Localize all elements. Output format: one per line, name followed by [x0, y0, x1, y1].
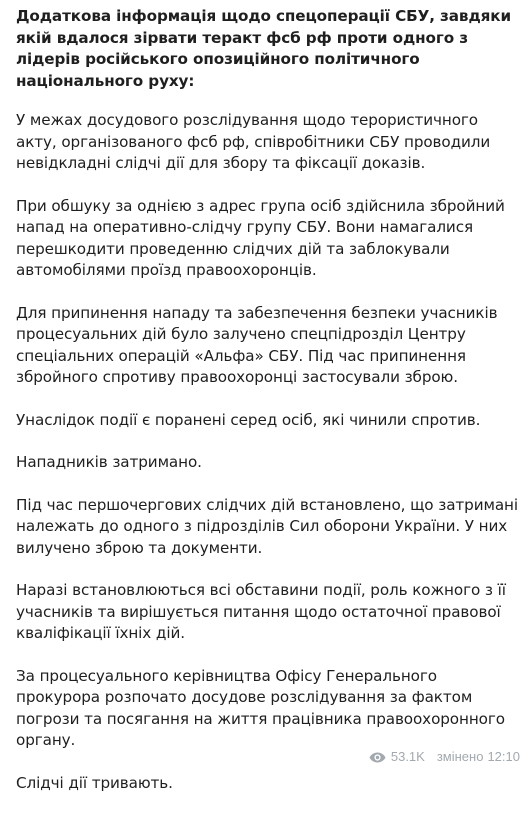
post-paragraph-5: Нападників затримано. [16, 453, 202, 471]
post-paragraph-7: Наразі встановлюються всі обставини події, роль кожного з її учасників та вирішується питання щодо остаточної правової кваліфікації їхніх дій. [16, 581, 506, 642]
eye-icon [369, 751, 386, 762]
message-footer [369, 749, 520, 764]
post-paragraph-4: Унаслідок події є поранені серед осіб, які чинили спротив. [16, 410, 481, 429]
views-count: 53.1K [390, 749, 425, 764]
post-title: Додаткова інформація щодо спецоперації СБУ, завдяки якій вдалося зірвати теракт фсб рф проти одного з лідерів російського опозиційного політичного національного руху: [16, 7, 512, 90]
post-paragraph-6: Під час першочергових слідчих дій встановлено, що затримані належать до одного з підрозділів Сил оборони України. У них вилучено зброю та документи. [16, 495, 518, 557]
message-time: 12:10 [487, 749, 520, 764]
post-paragraph-9: Слідчі дії тривають. [16, 773, 173, 792]
post-paragraph-1: У межах досудового розслідування щодо терористичного акту, організованого фсб рф, співробітники СБУ проводили невідкладні слідчі дії для збору та фіксації доказів. [16, 111, 491, 172]
message-bubble [16, 6, 522, 815]
post-paragraph-3: Для припинення нападу та забезпечення безпеки учасників процесуальних дій було залучено спецпідрозділ Центру спеціальних операцій «Альфа» СБУ. Під час припинення збройного спротиву правоохоронці застосували зброю. [16, 303, 498, 386]
post-paragraph-2: При обшуку за однією з адрес група осіб здійснила збройний напад на оперативно-слідчу групу СБУ. Вони намагалися перешкодити проведенню слідчих дій та заблокували автомобілями проїзд правоохоронців. [16, 196, 505, 279]
post-paragraph-8: За процесуального керівництва Офісу Генерального прокурора розпочато досудове розслідування за фактом погрози та посягання на життя працівника правоохоронного органу. [16, 666, 505, 749]
edited-label: змінено [436, 749, 484, 764]
